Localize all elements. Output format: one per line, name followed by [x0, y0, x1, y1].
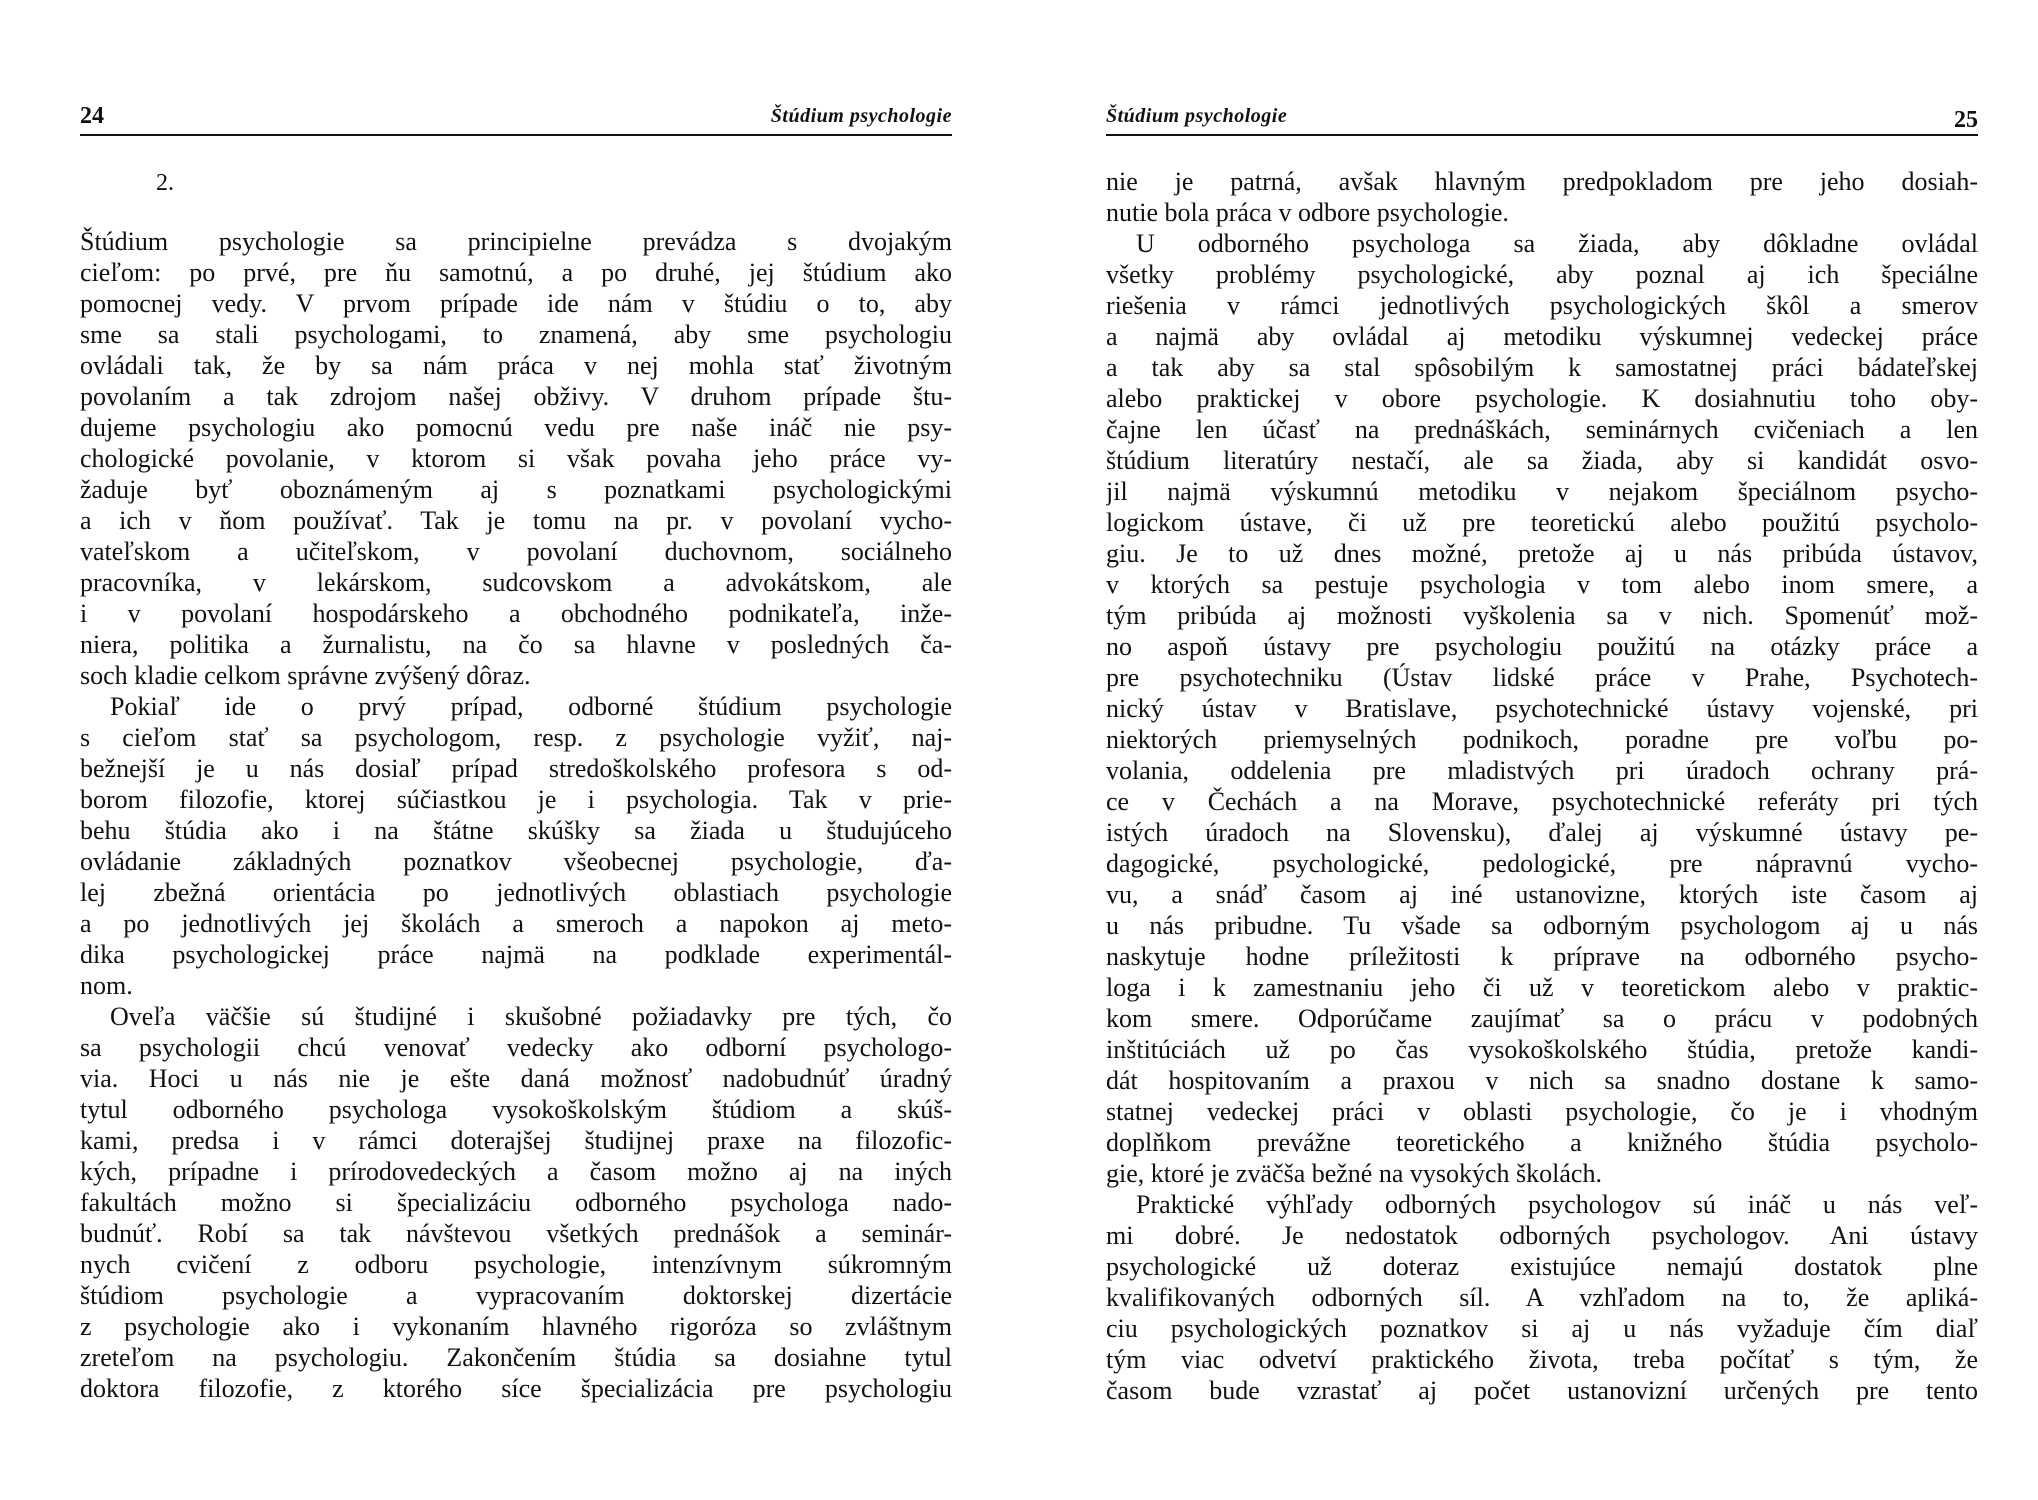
text-line: statnej vedeckej práci v oblasti psychologie, čo je i vhodným [1106, 1097, 1978, 1126]
text-line: via. Hoci u nás nie je ešte daná možnosť nadobudnúť úradný [80, 1064, 952, 1093]
right-page [1106, 0, 1978, 1500]
text-line: kvalifikovaných odborných síl. A vzhľadom na to, že apliká- [1106, 1283, 1978, 1312]
text-line: nie je patrná, avšak hlavným predpokladom pre jeho dosiah- [1106, 167, 1978, 196]
text-line: a po jednotlivých jej školách a smeroch a napokon aj meto- [80, 909, 952, 938]
text-line: giu. Je to už dnes možné, pretože aj u nás pribúda ústavov, [1106, 539, 1978, 568]
text-line: tým viac odvetví praktického života, treba počítať s tým, že [1106, 1345, 1978, 1374]
left-page [80, 0, 952, 1500]
text-line: Štúdium psychologie sa principielne prevádza s dvojakým [80, 227, 952, 256]
text-line: budnúť. Robí sa tak návštevou všetkých prednášok a seminár- [80, 1219, 952, 1248]
right-page-body [1106, 166, 1978, 1406]
text-line: vateľskom a učiteľskom, v povolaní duchovnom, sociálneho [80, 537, 952, 566]
text-line: pre psychotechniku (Ústav lidské práce v Prahe, Psychotech- [1106, 663, 1978, 692]
text-line: logickom ústave, či už pre teoretickú alebo použitú psycholo- [1106, 508, 1978, 537]
text-line: Pokiaľ ide o prvý prípad, odborné štúdium psychologie [110, 692, 952, 721]
text-line: všetky problémy psychologické, aby poznal aj ich špeciálne [1106, 260, 1978, 289]
text-line: zreteľom na psychologiu. Zakončením štúdia sa dosiahne tytul [80, 1343, 952, 1372]
text-line: istých úradoch na Slovensku), ďalej aj výskumné ústavy pe- [1106, 818, 1978, 847]
text-line: jil najmä výskumnú metodiku v nejakom špeciálnom psycho- [1106, 477, 1978, 506]
text-line: štúdium literatúry nestačí, ale sa žiada, aby si kandidát osvo- [1106, 446, 1978, 475]
text-line: behu štúdia ako i na štátne skúšky sa žiada u študujúceho [80, 816, 952, 845]
text-line: ovládanie základných poznatkov všeobecnej psychologie, ďa- [80, 847, 952, 876]
text-line: pracovníka, v lekárskom, sudcovskom a advokátskom, ale [80, 568, 952, 597]
text-line: alebo praktickej v obore psychologie. K dosiahnutiu toho oby- [1106, 384, 1978, 413]
text-line: čajne len účasť na prednáškách, seminárnych cvičeniach a len [1106, 415, 1978, 444]
text-line: dagogické, psychologické, pedologické, pre nápravnú vycho- [1106, 849, 1978, 878]
text-line: chologické povolanie, v ktorom si však povaha jeho práce vy- [80, 444, 952, 473]
text-line: nom. [80, 971, 133, 1000]
text-line: a tak aby sa stal spôsobilým k samostatnej práci bádateľskej [1106, 353, 1978, 382]
text-line: ciu psychologických poznatkov si aj u nás vyžaduje čím diaľ [1106, 1314, 1978, 1343]
text-line: borom filozofie, ktorej súčiastkou je i psychologia. Tak v prie- [80, 785, 952, 814]
text-line: cieľom: po prvé, pre ňu samotnú, a po druhé, jej štúdium ako [80, 258, 952, 287]
running-title: Štúdium psychologie [770, 105, 952, 127]
text-line: ce v Čechách a na Morave, psychotechnické referáty pri tých [1106, 787, 1978, 816]
text-line: s cieľom stať sa psychologom, resp. z psychologie vyžiť, naj- [80, 723, 952, 752]
text-line: U odborného psychologa sa žiada, aby dôkladne ovládal [1136, 229, 1978, 258]
text-line: u nás pribudne. Tu všade sa odborným psychologom aj u nás [1106, 911, 1978, 940]
right-page-header [1106, 100, 1978, 136]
text-line: dát hospitovaním a praxou v nich sa snadno dostane k samo- [1106, 1066, 1978, 1095]
text-line: štúdiom psychologie a vypracovaním doktorskej dizertácie [80, 1281, 952, 1310]
text-line: psychologické už doteraz existujúce nemajú dostatok plne [1106, 1252, 1978, 1281]
text-line: Praktické výhľady odborných psychologov sú ináč u nás veľ- [1136, 1190, 1978, 1219]
text-line: volania, oddelenia pre mladistvých pri úradoch ochrany prá- [1106, 756, 1978, 785]
text-line: naskytuje hodne príležitosti k príprave na odborného psycho- [1106, 942, 1978, 971]
text-line: loga i k zamestnaniu jeho či už v teoretickom alebo v praktic- [1106, 973, 1978, 1002]
text-line: sme sa stali psychologami, to znamená, aby sme psychologiu [80, 320, 952, 349]
text-line: a najmä aby ovládal aj metodiku výskumnej vedeckej práce [1106, 322, 1978, 351]
text-line: kých, prípadne i prírodovedeckých a časom možno aj na iných [80, 1157, 952, 1186]
running-title: Štúdium psychologie [1106, 105, 1288, 127]
left-page-header [80, 100, 952, 136]
left-page-body [80, 226, 952, 1404]
text-line: kami, predsa i v rámci doterajšej študijnej praxe na filozofic- [80, 1126, 952, 1155]
text-line: inštitúciách už po čas vysokoškolského štúdia, pretože kandi- [1106, 1035, 1978, 1064]
text-line: tým pribúda aj možnosti vyškolenia sa v nich. Spomenúť mož- [1106, 601, 1978, 630]
text-line: a ich v ňom používať. Tak je tomu na pr. v povolaní vycho- [80, 506, 952, 535]
text-line: časom bude vzrastať aj počet ustanovizní určených pre tento [1106, 1376, 1978, 1405]
text-line: bežnejší je u nás dosiaľ prípad stredoškolského profesora s od- [80, 754, 952, 783]
text-line: dika psychologickej práce najmä na podklade experimentál- [80, 940, 952, 969]
page-number: 25 [1954, 107, 1978, 133]
text-line: riešenia v rámci jednotlivých psychologických škôl a smerov [1106, 291, 1978, 320]
text-line: kom smere. Odporúčame zaujímať sa o prácu v podobných [1106, 1004, 1978, 1033]
text-line: no aspoň ústavy pre psychologiu použitú na otázky práce a [1106, 632, 1978, 661]
text-line: niektorých priemyselných podnikoch, poradne pre voľbu po- [1106, 725, 1978, 754]
text-line: pomocnej vedy. V prvom prípade ide nám v štúdiu o to, aby [80, 289, 952, 318]
text-line: z psychologie ako i vykonaním hlavného rigoróza so zvláštnym [80, 1312, 952, 1341]
text-line: nický ústav v Bratislave, psychotechnické ústavy vojenské, pri [1106, 694, 1978, 723]
text-line: niera, politika a žurnalistu, na čo sa hlavne v posledných ča- [80, 630, 952, 659]
chapter-number: 2. [156, 170, 174, 196]
text-line: dujeme psychologiu ako pomocnú vedu pre naše ináč nie psy- [80, 413, 952, 442]
text-line: soch kladie celkom správne zvýšený dôraz. [80, 661, 531, 690]
text-line: gie, ktoré je zväčša bežné na vysokých školách. [1106, 1159, 1602, 1188]
text-line: i v povolaní hospodárskeho a obchodného podnikateľa, inže- [80, 599, 952, 628]
text-line: doktora filozofie, z ktorého síce špecializácia pre psychologiu [80, 1374, 952, 1403]
text-line: Oveľa väčšie sú študijné i skušobné požiadavky pre tých, čo [110, 1002, 952, 1031]
text-line: tytul odborného psychologa vysokoškolským štúdiom a skúš- [80, 1095, 952, 1124]
text-line: ovládali tak, že by sa nám práca v nej mohla stať životným [80, 351, 952, 380]
text-line: mi dobré. Je nedostatok odborných psychologov. Ani ústavy [1106, 1221, 1978, 1250]
text-line: nych cvičení z odboru psychologie, intenzívnym súkromným [80, 1250, 952, 1279]
text-line: povolaním a tak zdrojom našej obživy. V druhom prípade štu- [80, 382, 952, 411]
text-line: lej zbežná orientácia po jednotlivých oblastiach psychologie [80, 878, 952, 907]
text-line: v ktorých sa pestuje psychologia v tom alebo inom smere, a [1106, 570, 1978, 599]
text-line: vu, a snáď časom aj iné ustanovizne, ktorých iste časom aj [1106, 880, 1978, 909]
text-line: doplňkom prevážne teoretického a knižného štúdia psycholo- [1106, 1128, 1978, 1157]
text-line: fakultách možno si špecializáciu odborného psychologa nado- [80, 1188, 952, 1217]
text-line: sa psychologii chcú venovať vedecky ako odborní psychologo- [80, 1033, 952, 1062]
page-number: 24 [80, 103, 104, 129]
text-line: žaduje byť oboznámeným aj s poznatkami psychologickými [80, 475, 952, 504]
text-line: nutie bola práca v odbore psychologie. [1106, 198, 1509, 227]
